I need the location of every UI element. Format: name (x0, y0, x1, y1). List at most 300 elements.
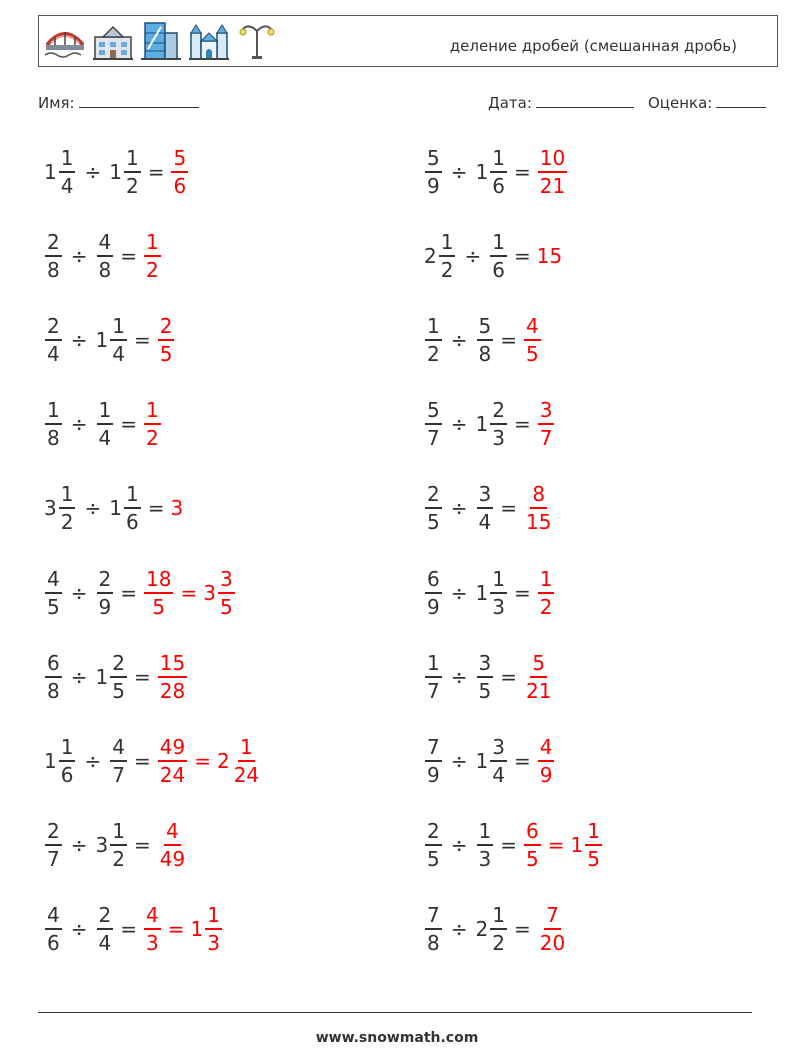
numerator: 1 (124, 484, 141, 509)
fraction (477, 650, 494, 703)
denominator: 5 (152, 594, 166, 619)
answer (170, 496, 184, 520)
equals-sign: = (120, 412, 137, 437)
whole-number: 3 (44, 496, 57, 521)
numerator: 5 (425, 148, 442, 173)
fraction (45, 230, 62, 283)
fraction (124, 148, 141, 196)
bridge-icon (43, 19, 87, 63)
fraction (490, 566, 507, 619)
fraction (110, 818, 127, 871)
fraction (425, 566, 442, 619)
fraction (490, 902, 507, 955)
numerator: 3 (477, 484, 494, 509)
numerator: 4 (164, 821, 181, 846)
denominator: 9 (427, 174, 440, 198)
fraction (538, 902, 567, 955)
fraction (490, 398, 507, 451)
grade-label: Оценка: (648, 94, 713, 112)
problem-17 (44, 813, 188, 877)
answer-value (170, 496, 184, 520)
dividend (424, 566, 443, 619)
numerator: 7 (544, 905, 561, 930)
problem-3 (44, 224, 162, 288)
name-label: Имя: (38, 94, 75, 112)
numerator: 1 (490, 148, 507, 173)
dividend (424, 482, 443, 535)
fraction (124, 482, 141, 535)
dividend (44, 734, 76, 787)
denominator: 6 (60, 762, 74, 787)
fraction (490, 148, 507, 196)
divisor (95, 314, 128, 367)
fraction (425, 650, 442, 703)
fraction (524, 482, 553, 535)
denominator: 5 (159, 342, 173, 367)
dividend (424, 902, 443, 955)
fraction (490, 230, 507, 283)
answer (523, 482, 554, 535)
answer (523, 314, 542, 367)
header-icons (43, 19, 279, 63)
answer (143, 230, 162, 283)
fraction (144, 230, 161, 283)
divisor (95, 818, 128, 871)
answer-value (157, 818, 188, 871)
answer-value (190, 902, 223, 955)
problem-10 (424, 476, 554, 540)
divide-sign: ÷ (70, 328, 88, 353)
numerator: 18 (144, 569, 173, 594)
whole-number: 2 (475, 916, 489, 941)
answer (143, 902, 223, 955)
whole-number: 1 (95, 328, 109, 353)
fraction (97, 566, 114, 619)
answer (157, 734, 262, 787)
numerator: 4 (45, 905, 62, 930)
equals-sign: = (513, 916, 531, 941)
answer (537, 566, 556, 619)
denominator: 2 (427, 342, 440, 367)
denominator: 7 (539, 426, 553, 451)
numerator: 1 (45, 400, 62, 425)
divide-sign: ÷ (70, 244, 88, 269)
numerator: 8 (530, 484, 547, 509)
denominator: 4 (492, 762, 505, 787)
dividend (424, 314, 443, 367)
divide-sign: ÷ (450, 328, 468, 353)
fraction (490, 734, 507, 787)
whole-number: 1 (44, 748, 57, 773)
whole-number: 1 (190, 916, 204, 941)
answer (170, 148, 189, 196)
answer-value (523, 650, 554, 703)
denominator: 7 (112, 762, 125, 787)
whole-number: 1 (475, 748, 489, 773)
fraction (97, 230, 114, 283)
fraction (524, 818, 541, 871)
denominator: 15 (526, 510, 552, 535)
answer (537, 734, 556, 787)
numerator: 4 (110, 737, 127, 762)
numerator: 3 (490, 737, 507, 762)
numerator: 3 (538, 400, 555, 425)
fraction (158, 650, 187, 703)
fraction (425, 148, 442, 196)
denominator: 21 (526, 678, 552, 703)
divide-sign: ÷ (84, 496, 102, 521)
problem-11 (44, 561, 236, 625)
problem-5 (44, 308, 175, 372)
divisor (96, 230, 115, 283)
equals-sign: = (500, 496, 517, 521)
divisor (109, 148, 141, 196)
equals-sign: = (500, 328, 517, 353)
answer-equals-sign: = (547, 832, 565, 857)
answer-value (523, 482, 554, 535)
numerator: 2 (97, 569, 114, 594)
fraction (45, 314, 62, 367)
denominator: 8 (47, 258, 60, 283)
numerator: 7 (425, 737, 442, 762)
answer-value (143, 230, 162, 283)
numerator: 4 (538, 737, 555, 762)
equals-sign: = (133, 328, 151, 353)
equals-sign: = (513, 244, 531, 269)
fraction (538, 566, 555, 619)
fraction (59, 148, 76, 196)
fraction (110, 314, 127, 367)
denominator: 20 (539, 930, 566, 955)
denominator: 21 (539, 174, 566, 198)
fraction (45, 902, 62, 955)
answer (157, 314, 176, 367)
answer-value (216, 734, 262, 787)
numerator: 1 (59, 737, 76, 762)
problem-8 (424, 392, 555, 456)
fraction (110, 734, 127, 787)
whole-number: 3 (170, 496, 184, 521)
equals-sign: = (500, 664, 517, 689)
fraction (158, 818, 187, 871)
answer (537, 398, 556, 451)
numerator: 1 (490, 905, 507, 930)
fraction (477, 818, 494, 871)
numerator: 2 (110, 653, 127, 678)
whole-number: 3 (95, 832, 109, 857)
equals-sign: = (147, 496, 165, 521)
denominator: 4 (112, 342, 125, 367)
divisor (96, 902, 115, 955)
denominator: 2 (492, 930, 505, 955)
whole-number: 1 (95, 664, 109, 689)
date-field (488, 93, 634, 112)
divisor (96, 566, 115, 619)
problem-7 (44, 392, 162, 456)
numerator: 1 (477, 821, 494, 846)
problem-15 (44, 729, 262, 793)
answer (157, 818, 188, 871)
church-icon (187, 19, 231, 63)
date-label: Дата: (488, 94, 532, 112)
name-field (38, 93, 199, 112)
divide-sign: ÷ (450, 412, 468, 437)
denominator: 6 (173, 174, 187, 198)
denominator: 8 (98, 258, 112, 283)
denominator: 7 (47, 846, 60, 871)
denominator: 4 (478, 510, 492, 535)
numerator: 1 (490, 232, 507, 257)
answer-equals-sign: = (167, 916, 185, 941)
street-lamp-icon (235, 19, 279, 63)
denominator: 5 (526, 846, 539, 871)
denominator: 24 (233, 762, 260, 787)
equals-sign: = (513, 412, 531, 437)
equals-sign: = (513, 748, 531, 773)
answer-equals-sign: = (194, 748, 211, 773)
answer-value (203, 566, 235, 619)
answer-value (143, 902, 162, 955)
whole-number: 15 (536, 244, 563, 269)
denominator: 8 (427, 930, 440, 955)
numerator: 1 (97, 400, 114, 425)
numerator: 1 (439, 232, 456, 257)
dividend (44, 482, 76, 535)
divisor (476, 148, 508, 196)
fraction (232, 734, 261, 787)
divide-sign: ÷ (464, 244, 482, 269)
denominator: 3 (492, 594, 505, 619)
problem-19 (44, 897, 223, 961)
answer (143, 398, 162, 451)
denominator: 8 (478, 342, 492, 367)
numerator: 1 (425, 316, 442, 341)
fraction (425, 398, 442, 451)
numerator: 4 (97, 232, 114, 257)
problem-16 (424, 729, 555, 793)
whole-number: 1 (570, 832, 584, 857)
fraction (59, 482, 76, 535)
denominator: 2 (112, 846, 125, 871)
numerator: 5 (477, 316, 494, 341)
denominator: 5 (587, 846, 600, 871)
fraction (538, 398, 555, 451)
dividend (44, 902, 63, 955)
equals-sign: = (133, 664, 151, 689)
numerator: 6 (425, 569, 442, 594)
answer-value (537, 398, 556, 451)
numerator: 5 (171, 148, 188, 173)
divide-sign: ÷ (450, 496, 468, 521)
numerator: 1 (59, 484, 76, 509)
answer-value (537, 148, 568, 196)
denominator: 3 (207, 930, 220, 955)
denominator: 28 (159, 678, 186, 703)
name-line (79, 93, 199, 108)
denominator: 5 (478, 678, 492, 703)
denominator: 9 (427, 762, 440, 787)
answer (523, 818, 603, 871)
answer (523, 650, 554, 703)
divide-sign: ÷ (70, 412, 88, 437)
dividend (44, 398, 63, 451)
numerator: 15 (158, 653, 187, 678)
denominator: 6 (492, 258, 505, 283)
divide-sign: ÷ (450, 664, 468, 689)
divide-sign: ÷ (70, 832, 88, 857)
answer (143, 566, 236, 619)
problem-6 (424, 308, 542, 372)
fraction (45, 398, 62, 451)
numerator: 2 (490, 400, 507, 425)
answer-value (523, 314, 542, 367)
denominator: 6 (492, 174, 505, 198)
problem-2 (424, 140, 568, 204)
fraction (585, 818, 602, 871)
whole-number: 1 (475, 160, 489, 184)
fraction (524, 650, 553, 703)
divisor (476, 482, 495, 535)
fraction (425, 734, 442, 787)
numerator: 1 (490, 569, 507, 594)
fraction (524, 314, 541, 367)
divide-sign: ÷ (450, 748, 468, 773)
divisor (476, 818, 495, 871)
denominator: 2 (440, 258, 454, 283)
divisor (95, 650, 128, 703)
denominator: 49 (159, 846, 186, 871)
numerator: 7 (425, 905, 442, 930)
school-building-icon (91, 19, 135, 63)
divide-sign: ÷ (450, 580, 468, 605)
fraction (144, 566, 173, 619)
numerator: 1 (585, 821, 602, 846)
equals-sign: = (500, 832, 517, 857)
numerator: 1 (59, 148, 76, 173)
numerator: 1 (144, 232, 161, 257)
numerator: 2 (45, 316, 62, 341)
numerator: 4 (144, 905, 161, 930)
answer-value (143, 398, 162, 451)
whole-number: 1 (44, 160, 57, 184)
fraction (144, 398, 161, 451)
fraction (45, 566, 62, 619)
date-line (536, 93, 634, 108)
numerator: 1 (425, 653, 442, 678)
dividend (424, 148, 443, 196)
problem-9 (44, 476, 184, 540)
numerator: 1 (124, 148, 141, 173)
numerator: 2 (158, 316, 175, 341)
divisor (475, 566, 508, 619)
denominator: 3 (478, 846, 492, 871)
denominator: 4 (98, 426, 112, 451)
dividend (44, 314, 63, 367)
worksheet-title: деление дробей (смешанная дробь) (449, 37, 737, 55)
equals-sign: = (133, 748, 151, 773)
numerator: 1 (238, 737, 255, 762)
fraction (59, 734, 76, 787)
numerator: 1 (144, 400, 161, 425)
denominator: 5 (47, 594, 60, 619)
dividend (44, 230, 63, 283)
denominator: 8 (47, 678, 60, 703)
numerator: 1 (110, 316, 127, 341)
numerator: 1 (205, 905, 222, 930)
denominator: 2 (146, 426, 159, 451)
numerator: 2 (45, 232, 62, 257)
denominator: 3 (146, 930, 159, 955)
divisor (489, 230, 508, 283)
divisor (109, 734, 128, 787)
denominator: 9 (539, 762, 553, 787)
answer (537, 148, 568, 196)
divide-sign: ÷ (70, 916, 88, 941)
answer-value (537, 902, 568, 955)
whole-number: 2 (424, 244, 437, 269)
answer-equals-sign: = (180, 580, 198, 605)
denominator: 6 (47, 930, 60, 955)
fraction (144, 902, 161, 955)
denominator: 5 (427, 510, 440, 535)
divide-sign: ÷ (84, 160, 102, 184)
glass-tower-icon (139, 19, 183, 63)
answer-value (157, 314, 176, 367)
answer-value (537, 244, 563, 268)
problem-1 (44, 140, 189, 204)
denominator: 5 (427, 846, 440, 871)
footer-divider (38, 1012, 752, 1013)
denominator: 7 (427, 426, 440, 451)
equals-sign: = (513, 160, 531, 184)
problem-4 (424, 224, 563, 288)
numerator: 3 (218, 569, 235, 594)
answer-value (570, 818, 603, 871)
numerator: 5 (530, 653, 547, 678)
dividend (44, 818, 63, 871)
divide-sign: ÷ (84, 748, 102, 773)
answer-value (537, 566, 556, 619)
numerator: 49 (158, 737, 187, 762)
numerator: 10 (538, 148, 567, 173)
denominator: 2 (125, 174, 139, 198)
divisor (476, 314, 495, 367)
equals-sign: = (513, 580, 531, 605)
fraction (97, 902, 114, 955)
denominator: 9 (427, 594, 440, 619)
worksheet-header (38, 15, 778, 67)
divisor (475, 734, 508, 787)
fraction (158, 734, 187, 787)
numerator: 3 (477, 653, 494, 678)
dividend (424, 734, 443, 787)
whole-number: 3 (203, 580, 216, 605)
answer-value (143, 566, 174, 619)
divide-sign: ÷ (450, 916, 468, 941)
whole-number: 2 (216, 748, 230, 773)
fraction (538, 734, 555, 787)
denominator: 4 (47, 342, 60, 367)
fraction (97, 398, 114, 451)
equals-sign: = (133, 832, 151, 857)
answer-value (537, 734, 556, 787)
problem-18 (424, 813, 603, 877)
fraction (218, 566, 235, 619)
fraction (45, 650, 62, 703)
fraction (110, 650, 127, 703)
answer (157, 650, 188, 703)
footer-url: www.snowmath.com (315, 1030, 479, 1046)
